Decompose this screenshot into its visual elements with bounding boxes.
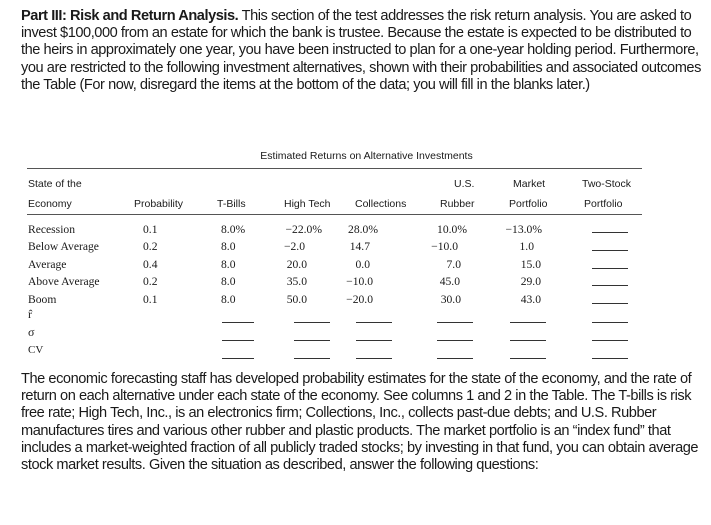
row-probability: 0.2 xyxy=(143,240,158,253)
blank-tbills-sigma xyxy=(222,340,254,341)
table-top-rule xyxy=(27,168,642,169)
row-hightech: 20.0 xyxy=(286,258,307,271)
header-rubber-line2: Rubber xyxy=(440,198,475,210)
row-hightech: 35.0 xyxy=(286,275,307,288)
blank-twostock-r xyxy=(592,322,628,323)
row-rubber: −10.0 xyxy=(431,240,458,253)
section-heading: Part III: Risk and Return Analysis. xyxy=(21,8,239,24)
row-state: Below Average xyxy=(28,240,99,253)
table-title: Estimated Returns on Alternative Investments xyxy=(260,150,473,162)
row-collections: 14.7 xyxy=(349,240,370,253)
row-probability: 0.2 xyxy=(143,275,158,288)
row-state: Above Average xyxy=(28,275,100,288)
header-market-line1: Market xyxy=(513,178,546,190)
blank-hightech-cv xyxy=(294,358,330,359)
row-tbills: 8.0% xyxy=(221,223,246,236)
twostock-blank xyxy=(592,250,628,251)
blank-twostock-cv xyxy=(592,358,628,359)
blank-market-r xyxy=(510,322,546,323)
twostock-blank xyxy=(592,268,628,269)
header-state-line1: State of the xyxy=(28,178,82,190)
header-twostock-line2: Portfolio xyxy=(584,198,623,210)
row-tbills: 8.0 xyxy=(221,258,236,271)
header-probability: Probability xyxy=(134,198,184,210)
row-state: Average xyxy=(28,258,67,271)
row-market: 1.0 xyxy=(519,240,534,253)
blank-tbills-cv xyxy=(222,358,254,359)
row-hightech: 50.0 xyxy=(286,293,307,306)
table-header-rule xyxy=(27,214,642,215)
row-market: −13.0% xyxy=(505,223,542,236)
header-market-line2: Portfolio xyxy=(509,198,548,210)
header-twostock-line1: Two-Stock xyxy=(582,178,632,190)
header-rubber-line1: U.S. xyxy=(454,178,475,190)
row-collections: 0.0 xyxy=(355,258,370,271)
blank-hightech-r xyxy=(294,322,330,323)
blank-collections-r xyxy=(356,322,392,323)
row-hightech: −22.0% xyxy=(285,223,322,236)
blank-rubber-r xyxy=(437,322,473,323)
header-collections: Collections xyxy=(355,198,407,210)
row-state: Boom xyxy=(28,293,57,306)
row-probability: 0.4 xyxy=(143,258,158,271)
row-rubber: 45.0 xyxy=(439,275,460,288)
summary-label-std-dev: σ xyxy=(28,325,35,339)
outro-paragraph: The economic forecasting staff has developed probability estimates for the state of the economy, and the rate of return on each alternative under each state of the economy. See columns 1 and 2 in the Table. The T-bills is risk free rate; High Tech, Inc., is an electronics firm; Collections, Inc., collects past-due debts; and U.S. Rubber manufactures tires and various other rubber and plastic products. The market portfolio is an “index fund” that includes a market-weighted fraction of all publicly traded stocks; by investing in that fund, you can obtain average stock market results. Given the situation as described, answer the following questions: xyxy=(21,371,699,474)
row-collections: −20.0 xyxy=(346,293,373,306)
row-market: 29.0 xyxy=(520,275,541,288)
header-tbills: T-Bills xyxy=(217,198,246,210)
blank-hightech-sigma xyxy=(294,340,330,341)
row-tbills: 8.0 xyxy=(221,275,236,288)
blank-rubber-sigma xyxy=(437,340,473,341)
twostock-blank xyxy=(592,303,628,304)
row-rubber: 30.0 xyxy=(440,293,461,306)
blank-rubber-cv xyxy=(437,358,473,359)
row-rubber: 7.0 xyxy=(446,258,461,271)
row-tbills: 8.0 xyxy=(221,293,236,306)
row-market: 43.0 xyxy=(520,293,541,306)
blank-market-sigma xyxy=(510,340,546,341)
blank-tbills-r xyxy=(222,322,254,323)
twostock-blank xyxy=(592,285,628,286)
row-hightech: −2.0 xyxy=(283,240,305,253)
row-state: Recession xyxy=(28,223,76,236)
intro-body: This section of the test addresses the risk return analysis. You are asked to invest $100,000 from an estate for which the bank is trustee. Because the estate is expected to be distributed to the heirs in approximately one year, you have been instructed to plan for a one-year holding period. Furthermore, you are restricted to the following investment alternatives, shown with their probabilities and associated outcomes the Table (For now, disregard the items at the bottom of the data; you will fill in the blanks later.) xyxy=(21,8,701,93)
header-state-line2: Economy xyxy=(28,198,72,210)
twostock-blank xyxy=(592,232,628,233)
row-collections: −10.0 xyxy=(346,275,373,288)
row-collections: 28.0% xyxy=(348,223,378,236)
blank-collections-sigma xyxy=(356,340,392,341)
header-hightech: High Tech xyxy=(284,198,331,210)
blank-collections-cv xyxy=(356,358,392,359)
row-market: 15.0 xyxy=(520,258,541,271)
blank-market-cv xyxy=(510,358,546,359)
summary-label-expected-return: r̂ xyxy=(28,307,32,321)
row-tbills: 8.0 xyxy=(221,240,236,253)
blank-twostock-sigma xyxy=(592,340,628,341)
row-probability: 0.1 xyxy=(143,293,158,306)
summary-label-cv: CV xyxy=(28,344,44,356)
row-rubber: 10.0% xyxy=(437,223,467,236)
intro-paragraph xyxy=(21,8,705,94)
row-probability: 0.1 xyxy=(143,223,158,236)
